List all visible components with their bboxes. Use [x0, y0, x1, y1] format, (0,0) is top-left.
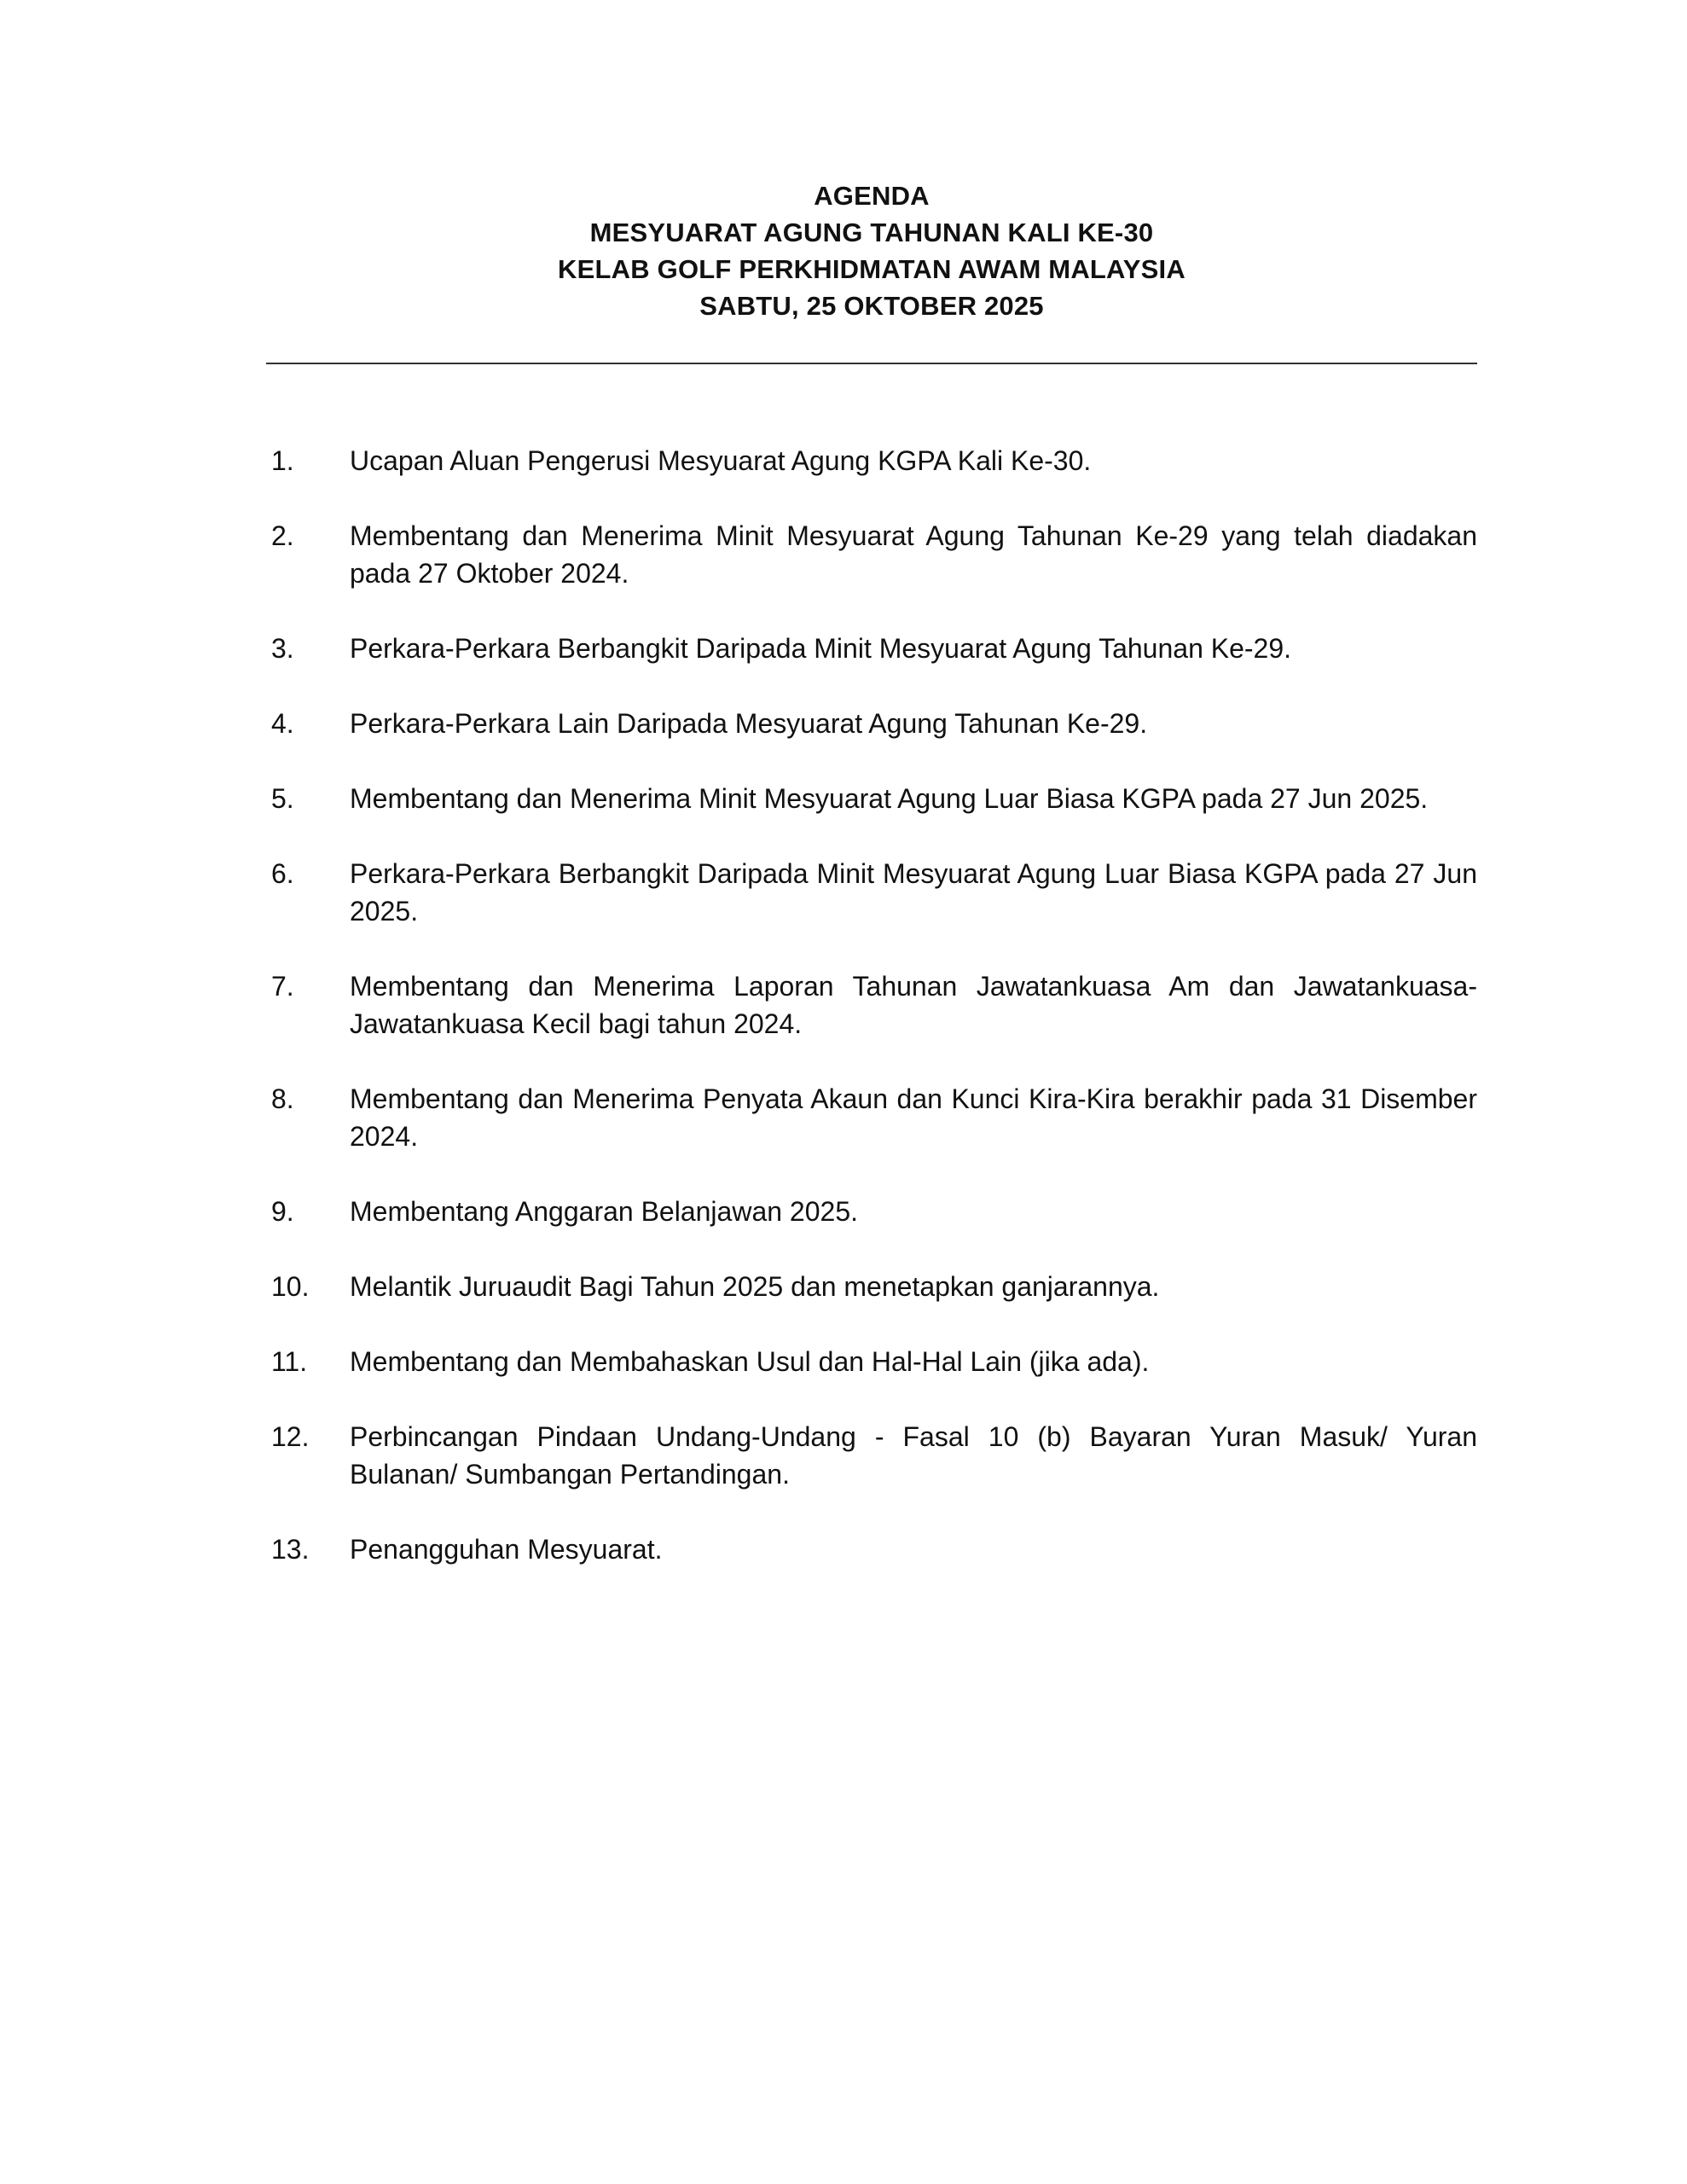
- agenda-item-number: 2.: [271, 520, 294, 551]
- agenda-item: [271, 780, 1477, 817]
- agenda-item-text: Perbincangan Pindaan Undang-Undang - Fasal 10 (b) Bayaran Yuran Masuk/ Yuran Bulanan/ Sumbangan Pertandingan.: [350, 1421, 1477, 1490]
- agenda-item-text: Membentang dan Menerima Minit Mesyuarat Agung Tahunan Ke-29 yang telah diadakan pada 27 Oktober 2024.: [350, 520, 1477, 589]
- agenda-item-number: 4.: [271, 708, 294, 739]
- agenda-item: [271, 855, 1477, 930]
- header-title: AGENDA: [814, 181, 930, 211]
- agenda-item: [271, 967, 1477, 1043]
- agenda-item-number: 13.: [271, 1534, 310, 1565]
- agenda-item-number: 6.: [271, 858, 294, 889]
- agenda-item-text: Melantik Juruaudit Bagi Tahun 2025 dan menetapkan ganjarannya.: [350, 1271, 1160, 1302]
- agenda-item: [271, 705, 1477, 742]
- agenda-item-number: 5.: [271, 783, 294, 814]
- agenda-item-text: Membentang dan Menerima Laporan Tahunan Jawatankuasa Am dan Jawatankuasa-Jawatankuasa Kecil bagi tahun 2024.: [350, 971, 1477, 1039]
- agenda-item: [271, 1193, 1477, 1230]
- agenda-item-number: 12.: [271, 1421, 310, 1452]
- agenda-item-text: Perkara-Perkara Lain Daripada Mesyuarat Agung Tahunan Ke-29.: [350, 708, 1148, 739]
- agenda-item-text: Ucapan Aluan Pengerusi Mesyuarat Agung KGPA Kali Ke-30.: [350, 445, 1092, 476]
- agenda-item-text: Membentang Anggaran Belanjawan 2025.: [350, 1196, 858, 1227]
- agenda-item-text: Membentang dan Menerima Minit Mesyuarat Agung Luar Biasa KGPA pada 27 Jun 2025.: [350, 783, 1429, 814]
- agenda-item: [271, 630, 1477, 667]
- agenda-item-number: 11.: [271, 1346, 308, 1377]
- header-organization: KELAB GOLF PERKHIDMATAN AWAM MALAYSIA: [558, 254, 1186, 284]
- agenda-item: [271, 517, 1477, 592]
- agenda-item-text: Membentang dan Menerima Penyata Akaun dan Kunci Kira-Kira berakhir pada 31 Disember 2024.: [350, 1083, 1477, 1152]
- agenda-item-number: 7.: [271, 971, 294, 1002]
- agenda-item-text: Perkara-Perkara Berbangkit Daripada Minit Mesyuarat Agung Tahunan Ke-29.: [350, 633, 1292, 664]
- agenda-item-text: Penangguhan Mesyuarat.: [350, 1534, 663, 1565]
- agenda-item-number: 3.: [271, 633, 294, 664]
- agenda-item-text: Membentang dan Membahaskan Usul dan Hal-Hal Lain (jika ada).: [350, 1346, 1150, 1377]
- agenda-item: [271, 1268, 1477, 1305]
- agenda-item: [271, 1343, 1477, 1380]
- header-date: SABTU, 25 OKTOBER 2025: [699, 291, 1044, 321]
- agenda-item: [271, 442, 1477, 479]
- header-divider: [266, 363, 1477, 364]
- agenda-item-number: 1.: [271, 445, 294, 476]
- header-meeting-name: MESYUARAT AGUNG TAHUNAN KALI KE-30: [589, 218, 1154, 247]
- agenda-list: [271, 442, 1477, 1606]
- agenda-header: [266, 177, 1477, 324]
- agenda-item-number: 8.: [271, 1083, 294, 1114]
- agenda-item: [271, 1418, 1477, 1493]
- agenda-item: [271, 1531, 1477, 1568]
- agenda-item-number: 10.: [271, 1271, 310, 1302]
- agenda-item-number: 9.: [271, 1196, 294, 1227]
- agenda-item-text: Perkara-Perkara Berbangkit Daripada Minit Mesyuarat Agung Luar Biasa KGPA pada 27 Jun 2025.: [350, 858, 1477, 926]
- agenda-item: [271, 1080, 1477, 1155]
